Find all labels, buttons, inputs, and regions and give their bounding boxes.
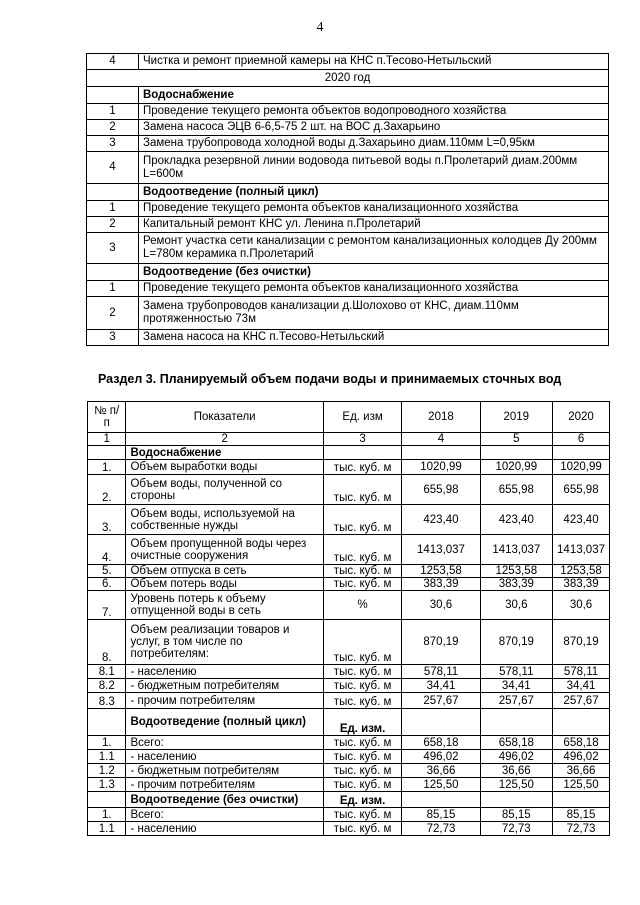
indicator-name: - бюджетным потребителям xyxy=(126,764,323,778)
section-spacer xyxy=(402,709,480,736)
row-number: 3 xyxy=(87,136,139,152)
work-description: Капитальный ремонт КНС ул. Ленина п.Пролетарий xyxy=(139,217,609,233)
data-row xyxy=(88,578,610,591)
work-row xyxy=(87,104,609,120)
row-number: 1. xyxy=(88,460,126,475)
data-row xyxy=(88,591,610,620)
row-number: 4 xyxy=(87,54,139,70)
indicator-name: - населению xyxy=(126,822,323,836)
row-number: 4. xyxy=(88,535,126,565)
value-2018: 870,19 xyxy=(402,620,480,665)
section-label: Водоснабжение xyxy=(126,446,323,460)
work-description: Замена насоса на КНС п.Тесово-Нетыльский xyxy=(139,330,609,346)
index-cell: 2 xyxy=(126,433,323,446)
indicator-name: Уровень потерь к объему отпущенной воды в сеть xyxy=(126,591,323,620)
section-spacer xyxy=(88,792,126,808)
section-label: Водоснабжение xyxy=(139,87,609,104)
unit-cell: тыс. куб. м xyxy=(323,620,402,665)
work-row xyxy=(87,54,609,70)
indicator-name: Объем воды, полученной со стороны xyxy=(126,475,323,505)
value-2020: 383,39 xyxy=(553,578,610,591)
indicator-name: Объем реализации товаров и услуг, в том числе по потребителям: xyxy=(126,620,323,665)
section-label: Водоотведение (полный цикл) xyxy=(139,184,609,201)
value-2018: 655,98 xyxy=(402,475,480,505)
row-number: 7. xyxy=(88,591,126,620)
value-2020: 655,98 xyxy=(553,475,610,505)
section-row xyxy=(87,184,609,201)
header-indicator: Показатели xyxy=(126,402,323,433)
section-row xyxy=(88,446,610,460)
section-spacer xyxy=(553,709,610,736)
section-spacer xyxy=(88,709,126,736)
work-row xyxy=(87,120,609,136)
row-number: 8.2 xyxy=(88,679,126,693)
section-spacer xyxy=(87,87,139,104)
unit-cell: тыс. куб. м xyxy=(323,808,402,822)
value-2019: 257,67 xyxy=(480,693,552,709)
section-row xyxy=(87,264,609,281)
value-2020: 36,66 xyxy=(553,764,610,778)
row-number: 8.1 xyxy=(88,665,126,679)
section-spacer xyxy=(553,446,610,460)
work-row xyxy=(87,152,609,184)
work-row xyxy=(87,297,609,330)
unit-cell: тыс. куб. м xyxy=(323,665,402,679)
data-row xyxy=(88,475,610,505)
row-number: 8. xyxy=(88,620,126,665)
row-number: 1. xyxy=(88,736,126,750)
value-2018: 1413,037 xyxy=(402,535,480,565)
unit-cell: тыс. куб. м xyxy=(323,505,402,535)
data-row xyxy=(88,693,610,709)
work-row xyxy=(87,217,609,233)
unit-cell: тыс. куб. м xyxy=(323,578,402,591)
value-2018: 658,18 xyxy=(402,736,480,750)
indicator-name: Всего: xyxy=(126,808,323,822)
section-spacer xyxy=(480,792,552,808)
value-2020: 257,67 xyxy=(553,693,610,709)
value-2019: 34,41 xyxy=(480,679,552,693)
section-row xyxy=(87,87,609,104)
value-2019: 36,66 xyxy=(480,764,552,778)
section-label: Водоотведение (полный цикл) xyxy=(126,709,323,736)
value-2018: 36,66 xyxy=(402,764,480,778)
index-cell: 5 xyxy=(480,433,552,446)
value-2018: 125,50 xyxy=(402,778,480,792)
row-number: 1. xyxy=(88,808,126,822)
section-spacer xyxy=(402,446,480,460)
row-number: 2. xyxy=(88,475,126,505)
value-2018: 85,15 xyxy=(402,808,480,822)
value-2018: 383,39 xyxy=(402,578,480,591)
data-row xyxy=(88,505,610,535)
work-description: Ремонт участка сети канализации с ремонтом канализационных колодцев Ду 200мм L=780м керамика п.Пролетарий xyxy=(139,233,609,264)
value-2020: 30,6 xyxy=(553,591,610,620)
row-number: 1.1 xyxy=(88,822,126,836)
unit-cell: тыс. куб. м xyxy=(323,693,402,709)
section3-title: Раздел 3. Планируемый объем подачи воды и принимаемых сточных вод xyxy=(98,372,562,386)
year-row xyxy=(87,70,609,87)
value-2019: 423,40 xyxy=(480,505,552,535)
index-cell: 4 xyxy=(402,433,480,446)
unit-cell: тыс. куб. м xyxy=(323,750,402,764)
unit-cell: тыс. куб. м xyxy=(323,460,402,475)
row-number: 1.3 xyxy=(88,778,126,792)
header-year-2020: 2020 xyxy=(553,402,610,433)
unit-cell: тыс. куб. м xyxy=(323,565,402,578)
work-row xyxy=(87,201,609,217)
work-description: Проведение текущего ремонта объектов канализационного хозяйства xyxy=(139,201,609,217)
row-number: 2 xyxy=(87,297,139,330)
value-2020: 496,02 xyxy=(553,750,610,764)
row-number: 3 xyxy=(87,330,139,346)
value-2019: 30,6 xyxy=(480,591,552,620)
value-2020: 125,50 xyxy=(553,778,610,792)
year-label: 2020 год xyxy=(87,70,609,87)
value-2020: 870,19 xyxy=(553,620,610,665)
row-number: 1.1 xyxy=(88,750,126,764)
value-2020: 1020,99 xyxy=(553,460,610,475)
unit-cell: % xyxy=(323,591,402,620)
section-unit: Ед. изм. xyxy=(323,792,402,808)
header-unit: Ед. изм xyxy=(323,402,402,433)
indicator-name: Объем пропущенной воды через очистные сооружения xyxy=(126,535,323,565)
data-row xyxy=(88,665,610,679)
value-2019: 1253,58 xyxy=(480,565,552,578)
data-row xyxy=(88,565,610,578)
index-cell: 3 xyxy=(323,433,402,446)
row-number: 4 xyxy=(87,152,139,184)
header-year-2018: 2018 xyxy=(402,402,480,433)
value-2018: 1020,99 xyxy=(402,460,480,475)
work-description: Замена насоса ЭЦВ 6-6,5-75 2 шт. на ВОС д.Захарьино xyxy=(139,120,609,136)
data-row xyxy=(88,778,610,792)
section-spacer xyxy=(88,446,126,460)
data-row xyxy=(88,620,610,665)
value-2018: 423,40 xyxy=(402,505,480,535)
section-spacer xyxy=(87,264,139,281)
section-row xyxy=(88,709,610,736)
value-2020: 658,18 xyxy=(553,736,610,750)
header-number: № п/п xyxy=(88,402,126,433)
work-row xyxy=(87,281,609,297)
indicator-name: - бюджетным потребителям xyxy=(126,679,323,693)
section-label: Водоотведение (без очистки) xyxy=(126,792,323,808)
section-spacer xyxy=(402,792,480,808)
index-row xyxy=(88,433,610,446)
row-number: 1 xyxy=(87,104,139,120)
value-2019: 1413,037 xyxy=(480,535,552,565)
section-spacer xyxy=(480,709,552,736)
value-2019: 383,39 xyxy=(480,578,552,591)
indicator-name: Объем потерь воды xyxy=(126,578,323,591)
value-2019: 496,02 xyxy=(480,750,552,764)
value-2019: 655,98 xyxy=(480,475,552,505)
value-2020: 423,40 xyxy=(553,505,610,535)
work-description: Замена трубопроводов канализации д.Шолохово от КНС, диам.110мм протяженностью 73м xyxy=(139,297,609,330)
index-cell: 6 xyxy=(553,433,610,446)
value-2020: 1413,037 xyxy=(553,535,610,565)
row-number: 2 xyxy=(87,217,139,233)
data-row xyxy=(88,460,610,475)
section-spacer xyxy=(87,184,139,201)
row-number: 2 xyxy=(87,120,139,136)
unit-cell: тыс. куб. м xyxy=(323,475,402,505)
value-2019: 658,18 xyxy=(480,736,552,750)
value-2020: 85,15 xyxy=(553,808,610,822)
work-description: Проведение текущего ремонта объектов водопроводного хозяйства xyxy=(139,104,609,120)
row-number: 3 xyxy=(87,233,139,264)
section-spacer xyxy=(553,792,610,808)
value-2019: 85,15 xyxy=(480,808,552,822)
unit-cell: тыс. куб. м xyxy=(323,778,402,792)
row-number: 1 xyxy=(87,281,139,297)
section-label: Водоотведение (без очистки) xyxy=(139,264,609,281)
work-description: Чистка и ремонт приемной камеры на КНС п.Тесово-Нетыльский xyxy=(139,54,609,70)
section-spacer xyxy=(480,446,552,460)
section-row xyxy=(88,792,610,808)
data-row xyxy=(88,764,610,778)
work-description: Прокладка резервной линии водовода питьевой воды п.Пролетарий диам.200мм L=600м xyxy=(139,152,609,184)
table-header-row xyxy=(88,402,610,433)
indicator-name: Всего: xyxy=(126,736,323,750)
row-number: 1.2 xyxy=(88,764,126,778)
unit-cell: тыс. куб. м xyxy=(323,679,402,693)
work-row xyxy=(87,233,609,264)
data-row xyxy=(88,736,610,750)
value-2020: 1253,58 xyxy=(553,565,610,578)
row-number: 3. xyxy=(88,505,126,535)
indicator-name: - прочим потребителям xyxy=(126,778,323,792)
unit-cell: тыс. куб. м xyxy=(323,535,402,565)
section-unit: Ед. изм. xyxy=(323,709,402,736)
value-2020: 72,73 xyxy=(553,822,610,836)
data-row xyxy=(88,750,610,764)
data-row xyxy=(88,535,610,565)
section-spacer xyxy=(323,446,402,460)
unit-cell: тыс. куб. м xyxy=(323,764,402,778)
value-2020: 578,11 xyxy=(553,665,610,679)
works-table xyxy=(86,53,609,346)
volume-table xyxy=(87,401,610,836)
indicator-name: Объем воды, используемой на собственные нужды xyxy=(126,505,323,535)
data-row xyxy=(88,808,610,822)
work-row xyxy=(87,330,609,346)
indicator-name: - населению xyxy=(126,750,323,764)
value-2020: 34,41 xyxy=(553,679,610,693)
work-description: Проведение текущего ремонта объектов канализационного хозяйства xyxy=(139,281,609,297)
value-2019: 72,73 xyxy=(480,822,552,836)
index-cell: 1 xyxy=(88,433,126,446)
row-number: 5. xyxy=(88,565,126,578)
value-2019: 578,11 xyxy=(480,665,552,679)
value-2018: 1253,58 xyxy=(402,565,480,578)
work-row xyxy=(87,136,609,152)
unit-cell: тыс. куб. м xyxy=(323,736,402,750)
indicator-name: - прочим потребителям xyxy=(126,693,323,709)
value-2018: 30,6 xyxy=(402,591,480,620)
value-2018: 34,41 xyxy=(402,679,480,693)
indicator-name: - населению xyxy=(126,665,323,679)
work-description: Замена трубопровода холодной воды д.Захарьино диам.110мм L=0,95км xyxy=(139,136,609,152)
row-number: 1 xyxy=(87,201,139,217)
indicator-name: Объем отпуска в сеть xyxy=(126,565,323,578)
page-number: 4 xyxy=(316,20,324,35)
value-2018: 578,11 xyxy=(402,665,480,679)
unit-cell: тыс. куб. м xyxy=(323,822,402,836)
value-2018: 496,02 xyxy=(402,750,480,764)
value-2018: 257,67 xyxy=(402,693,480,709)
value-2019: 125,50 xyxy=(480,778,552,792)
data-row xyxy=(88,679,610,693)
row-number: 8.3 xyxy=(88,693,126,709)
value-2019: 870,19 xyxy=(480,620,552,665)
header-year-2019: 2019 xyxy=(480,402,552,433)
data-row xyxy=(88,822,610,836)
value-2018: 72,73 xyxy=(402,822,480,836)
value-2019: 1020,99 xyxy=(480,460,552,475)
row-number: 6. xyxy=(88,578,126,591)
indicator-name: Объем выработки воды xyxy=(126,460,323,475)
